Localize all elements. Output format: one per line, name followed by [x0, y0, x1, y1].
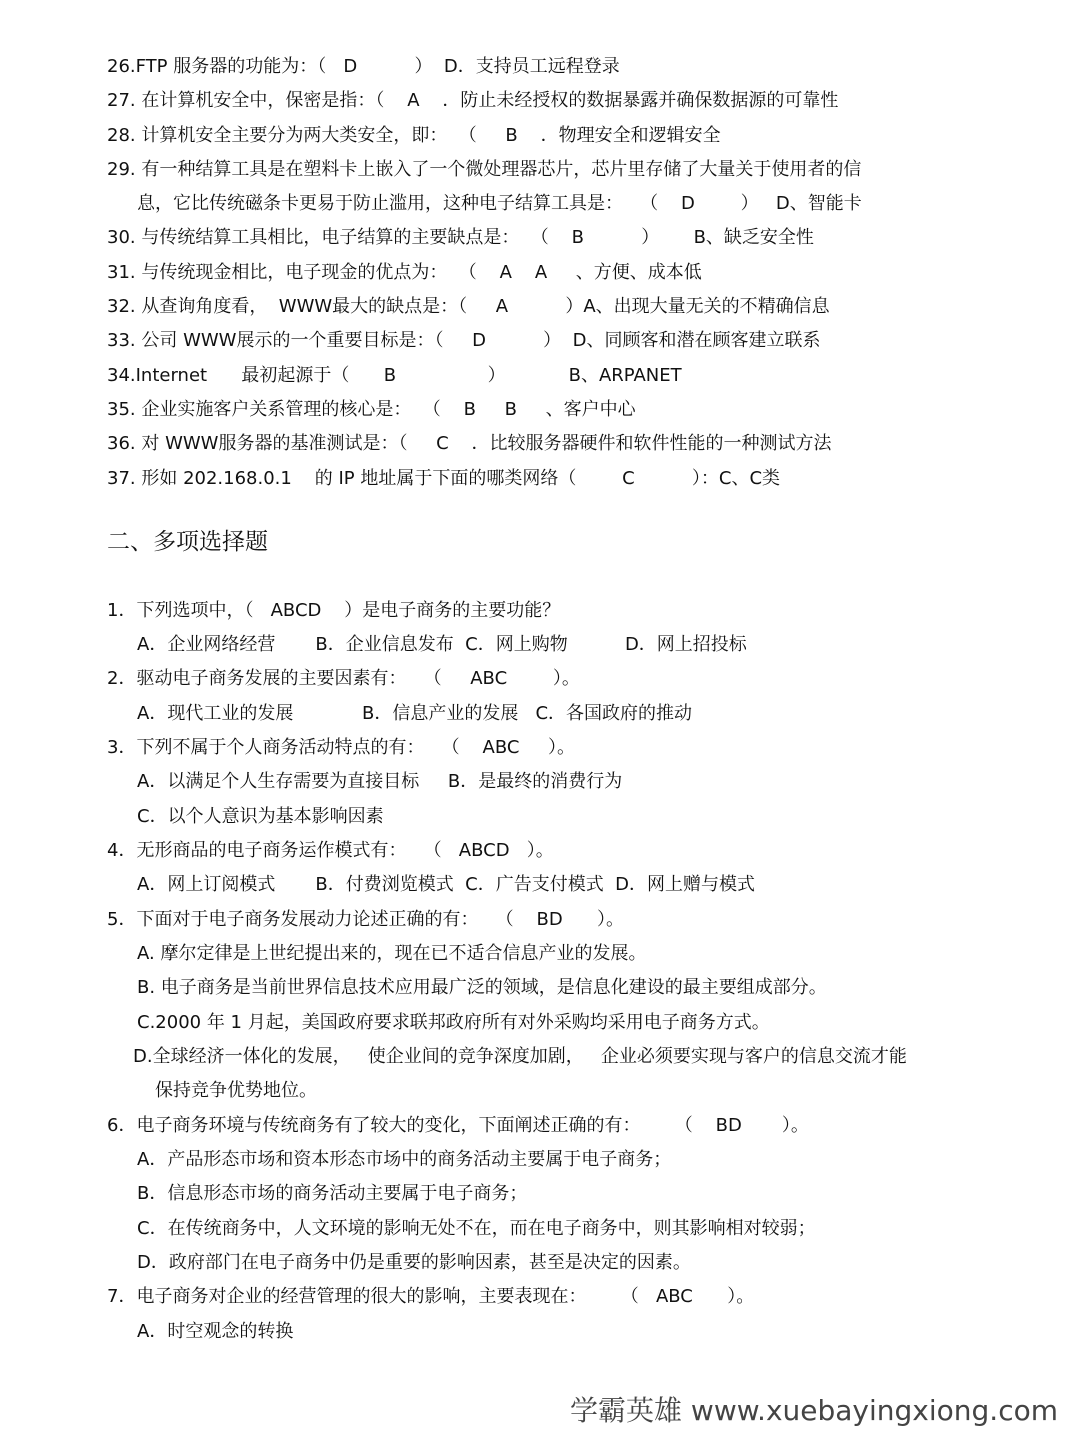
multi-choice-question-4: 4．无形商品的电子商务运作模式有： （ ABCD ）。 [107, 840, 554, 861]
single-choice-item-27: 27. 在计算机安全中，保密是指：（ A ．防止未经授权的数据暴露并确保数据源的可靠性 [107, 90, 839, 111]
single-choice-item-32: 32. 从查询角度看， WWW最大的缺点是：（ A ）A、出现大量无关的不精确信息 [107, 296, 830, 317]
multi-choice-question-2: 2．驱动电子商务发展的主要因素有： （ ABC ）。 [107, 668, 580, 689]
multi-choice-option-6d: D．政府部门在电子商务中仍是重要的影响因素，甚至是决定的因素。 [137, 1252, 691, 1273]
multi-choice-options-3b: C．以个人意识为基本影响因素 [137, 806, 384, 827]
multi-choice-option-6c: C．在传统商务中，人文环境的影响无处不在，而在电子商务中，则其影响相对较弱； [137, 1218, 816, 1239]
single-choice-item-34: 34.Internet 最初起源于（ B ） B、ARPANET [107, 365, 682, 386]
multi-choice-question-5: 5．下面对于电子商务发展动力论述正确的有： （ BD ）。 [107, 909, 625, 930]
single-choice-item-37: 37. 形如 202.168.0.1 的 IP 地址属于下面的哪类网络（ C ）：C、C类 [107, 468, 781, 489]
single-choice-item-35: 35. 企业实施客户关系管理的核心是： （ B B 、客户中心 [107, 399, 636, 420]
multi-choice-question-6: 6．电子商务环境与传统商务有了较大的变化，下面阐述正确的有： （ BD ）。 [107, 1115, 809, 1136]
single-choice-item-26: 26.FTP 服务器的功能为：（ D ） D．支持员工远程登录 [107, 56, 620, 77]
multi-choice-option-5d: D.全球经济一体化的发展， 使企业间的竞争深度加剧， 企业必须要实现与客户的信息交流才能 [133, 1046, 907, 1067]
multi-choice-options-2: A．现代工业的发展 B．信息产业的发展 C．各国政府的推动 [137, 703, 693, 724]
multi-choice-option-6b: B．信息形态市场的商务活动主要属于电子商务； [137, 1183, 528, 1204]
multi-choice-option-7a: A．时空观念的转换 [137, 1321, 294, 1342]
single-choice-item-33: 33. 公司 WWW展示的一个重要目标是：（ D ） D、同顾客和潜在顾客建立联系 [107, 330, 821, 351]
site-watermark: 学霸英雄 www.xuebayingxiong.com [570, 1394, 1058, 1427]
multi-choice-options-4: A．网上订阅模式 B．付费浏览模式 C．广告支付模式 D．网上赠与模式 [137, 874, 756, 895]
multi-choice-question-7: 7．电子商务对企业的经营管理的很大的影响，主要表现在： （ ABC ）。 [107, 1286, 755, 1307]
multi-choice-options-1: A．企业网络经营 B．企业信息发布 C．网上购物 D．网上招投标 [137, 634, 747, 655]
multi-choice-option-6a: A．产品形态市场和资本形态市场中的商务活动主要属于电子商务； [137, 1149, 672, 1170]
single-choice-item-30: 30. 与传统结算工具相比，电子结算的主要缺点是： （ B ） B、缺乏安全性 [107, 227, 814, 248]
multi-choice-question-1: 1．下列选项中，（ ABCD ）是电子商务的主要功能？ [107, 600, 561, 621]
multi-choice-option-5a: A. 摩尔定律是上世纪提出来的，现在已不适合信息产业的发展。 [137, 943, 647, 964]
single-choice-item-31: 31. 与传统现金相比，电子现金的优点为： （ A A 、方便、成本低 [107, 262, 702, 283]
multi-choice-option-5c: C.2000 年 1 月起，美国政府要求联邦政府所有对外采购均采用电子商务方式。 [137, 1012, 770, 1033]
multi-choice-question-3: 3．下列不属于个人商务活动特点的有： （ ABC ）。 [107, 737, 576, 758]
single-choice-item-36: 36. 对 WWW服务器的基准测试是：（ C ．比较服务器硬件和软件性能的一种测试方法 [107, 433, 832, 454]
single-choice-item-29-cont: 息，它比传统磁条卡更易于防止滥用，这种电子结算工具是： （ D ） D、智能卡 [137, 193, 862, 214]
multi-choice-option-5b: B. 电子商务是当前世界信息技术应用最广泛的领域，是信息化建设的最主要组成部分。 [137, 977, 827, 998]
single-choice-item-28: 28. 计算机安全主要分为两大类安全，即： （ B ．物理安全和逻辑安全 [107, 125, 721, 146]
multi-choice-option-5d-cont: 保持竞争优势地位。 [155, 1080, 317, 1101]
single-choice-item-29: 29. 有一种结算工具是在塑料卡上嵌入了一个微处理器芯片，芯片里存储了大量关于使用者的信 [107, 159, 862, 180]
multi-choice-options-3a: A．以满足个人生存需要为直接目标 B．是最终的消费行为 [137, 771, 623, 792]
section-heading-multi-choice: 二、多项选择题 [107, 529, 268, 555]
